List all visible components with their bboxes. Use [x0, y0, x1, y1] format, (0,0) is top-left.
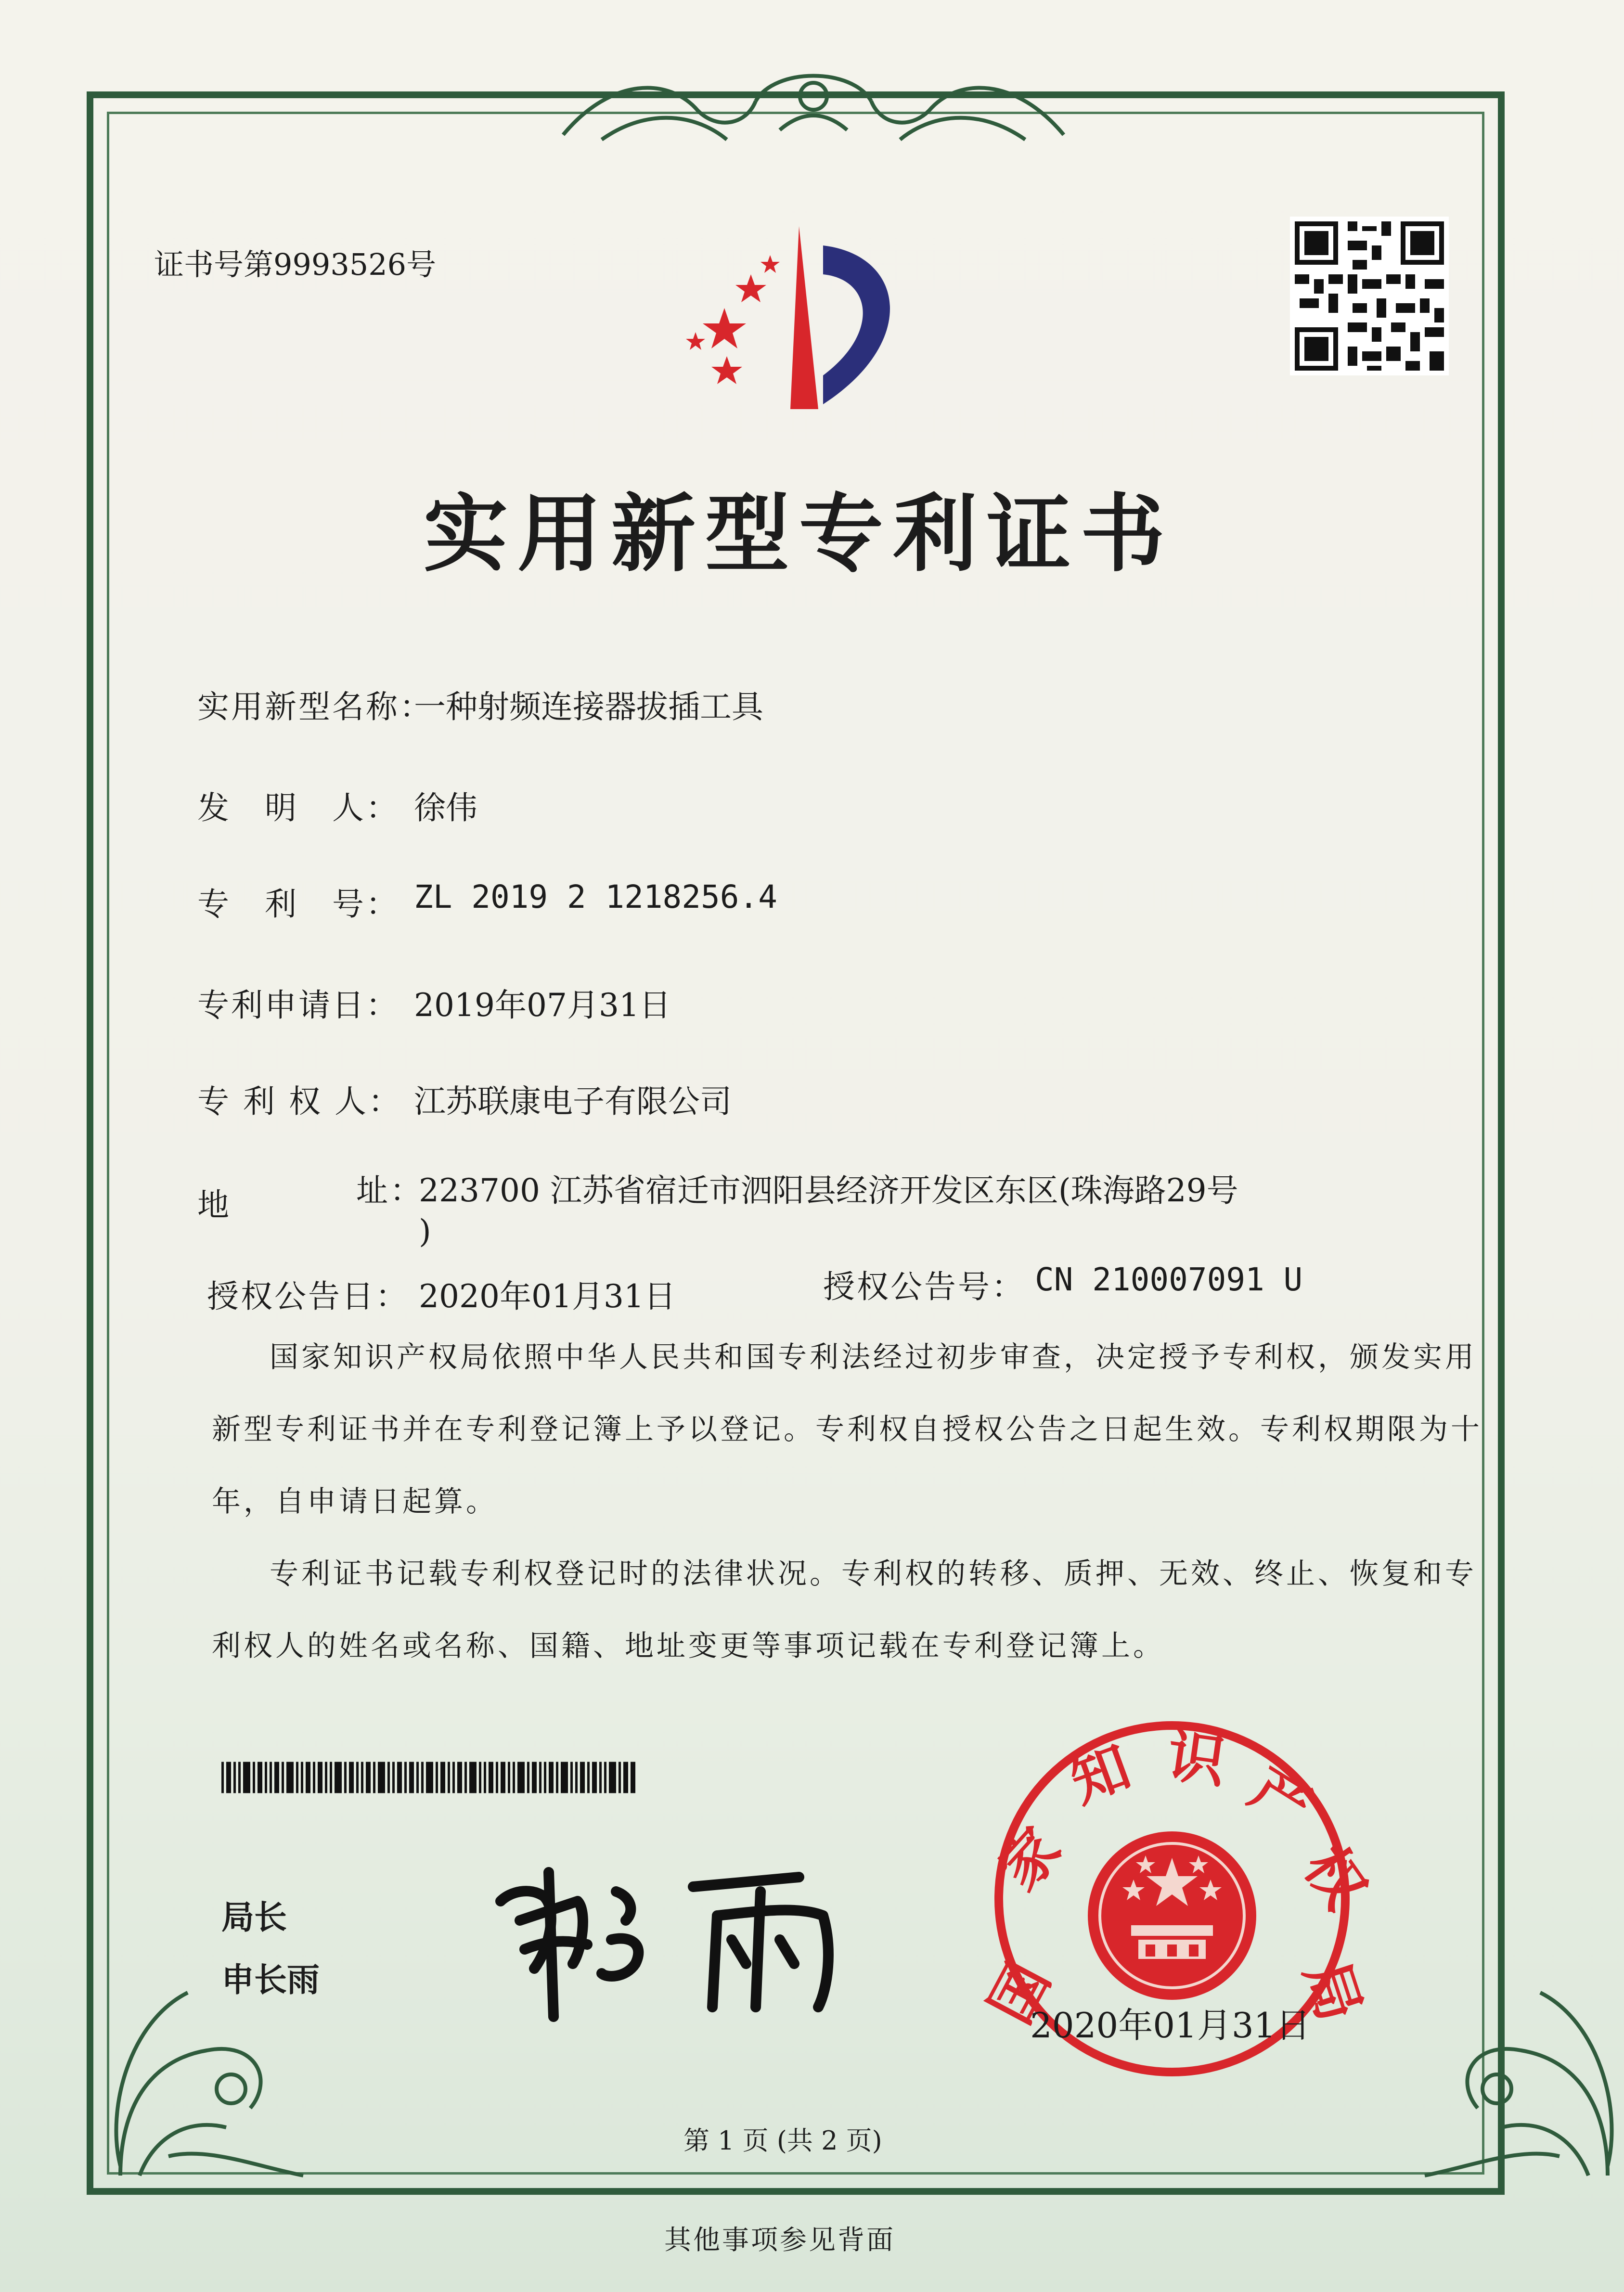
bottom-right-ornament — [1415, 1964, 1617, 2185]
patentee-value: 江苏联康电子有限公司 — [414, 1083, 732, 1120]
signatory-name: 申长雨 — [221, 1961, 320, 1999]
paragraph-1-line-3: 年，自申请日起算。 — [212, 1485, 498, 1519]
qr-code-icon — [1290, 217, 1449, 377]
grant-date-value: 2020年01月31日 — [419, 1278, 676, 1315]
cnipa-logo-icon — [679, 217, 929, 421]
address-label-end: 址： — [356, 1172, 424, 1209]
paragraph-1-line-2: 新型专利证书并在专利登记簿上予以登记。专利权自授权公告之日起生效。专利权期限为十 — [212, 1413, 1482, 1446]
name-label: 实用新型名称： — [197, 688, 433, 725]
top-ornament — [554, 58, 1073, 154]
patent-number-label: 专 利 号： — [197, 886, 400, 923]
address-label-start: 地 — [197, 1186, 231, 1223]
svg-text:权: 权 — [1290, 1835, 1379, 1921]
certificate-number: 证书号第9993526号 — [154, 247, 437, 282]
footer-note: 其他事项参见背面 — [664, 2225, 895, 2256]
inventor-label: 发 明 人： — [197, 789, 400, 826]
svg-text:知: 知 — [1061, 1733, 1139, 1816]
grant-date-label: 授权公告日： — [207, 1278, 409, 1315]
patentee-label: 专 利 权 人： — [197, 1083, 402, 1120]
svg-text:产: 产 — [1238, 1754, 1324, 1842]
page-indicator: 第 1 页 (共 2 页) — [683, 2125, 882, 2156]
svg-text:家: 家 — [986, 1815, 1074, 1903]
seal-date: 2020年01月31日 — [1030, 2005, 1311, 2046]
national-emblem-icon — [1088, 1831, 1256, 2000]
paragraph-2-line-1: 专利证书记载专利权登记时的法律状况。专利权的转移、质押、无效、终止、恢复和专 — [270, 1557, 1477, 1591]
svg-text:识: 识 — [1163, 1722, 1230, 1797]
paragraph-1-line-1: 国家知识产权局依照中华人民共和国专利法经过初步审查，决定授予专利权，颁发实用 — [270, 1340, 1477, 1374]
grant-number-value: CN 210007091 U — [1035, 1261, 1303, 1298]
handwritten-signature — [491, 1843, 857, 2028]
filing-date-label: 专利申请日： — [197, 987, 400, 1024]
address-value: 223700 江苏省宿迁市泗阳县经济开发区东区(珠海路29号 — [419, 1172, 1238, 1209]
barcode-icon — [221, 1762, 635, 1795]
signatory-role: 局长 — [221, 1899, 287, 1937]
patent-number-value: ZL 2019 2 1218256.4 — [414, 878, 777, 915]
certificate-title: 实用新型专利证书 — [424, 485, 1174, 583]
filing-date-value: 2019年07月31日 — [414, 987, 671, 1024]
name-value: 一种射频连接器拔插工具 — [414, 688, 763, 725]
inventor-value: 徐伟 — [414, 789, 477, 826]
svg-text:国: 国 — [977, 1952, 1063, 2034]
address-value-continued: ) — [419, 1213, 431, 1250]
svg-text:局: 局 — [1291, 1953, 1374, 2030]
paragraph-2-line-2: 利权人的姓名或名称、国籍、地址变更等事项记载在专利登记簿上。 — [212, 1629, 1165, 1663]
grant-number-label: 授权公告号： — [823, 1268, 1025, 1305]
